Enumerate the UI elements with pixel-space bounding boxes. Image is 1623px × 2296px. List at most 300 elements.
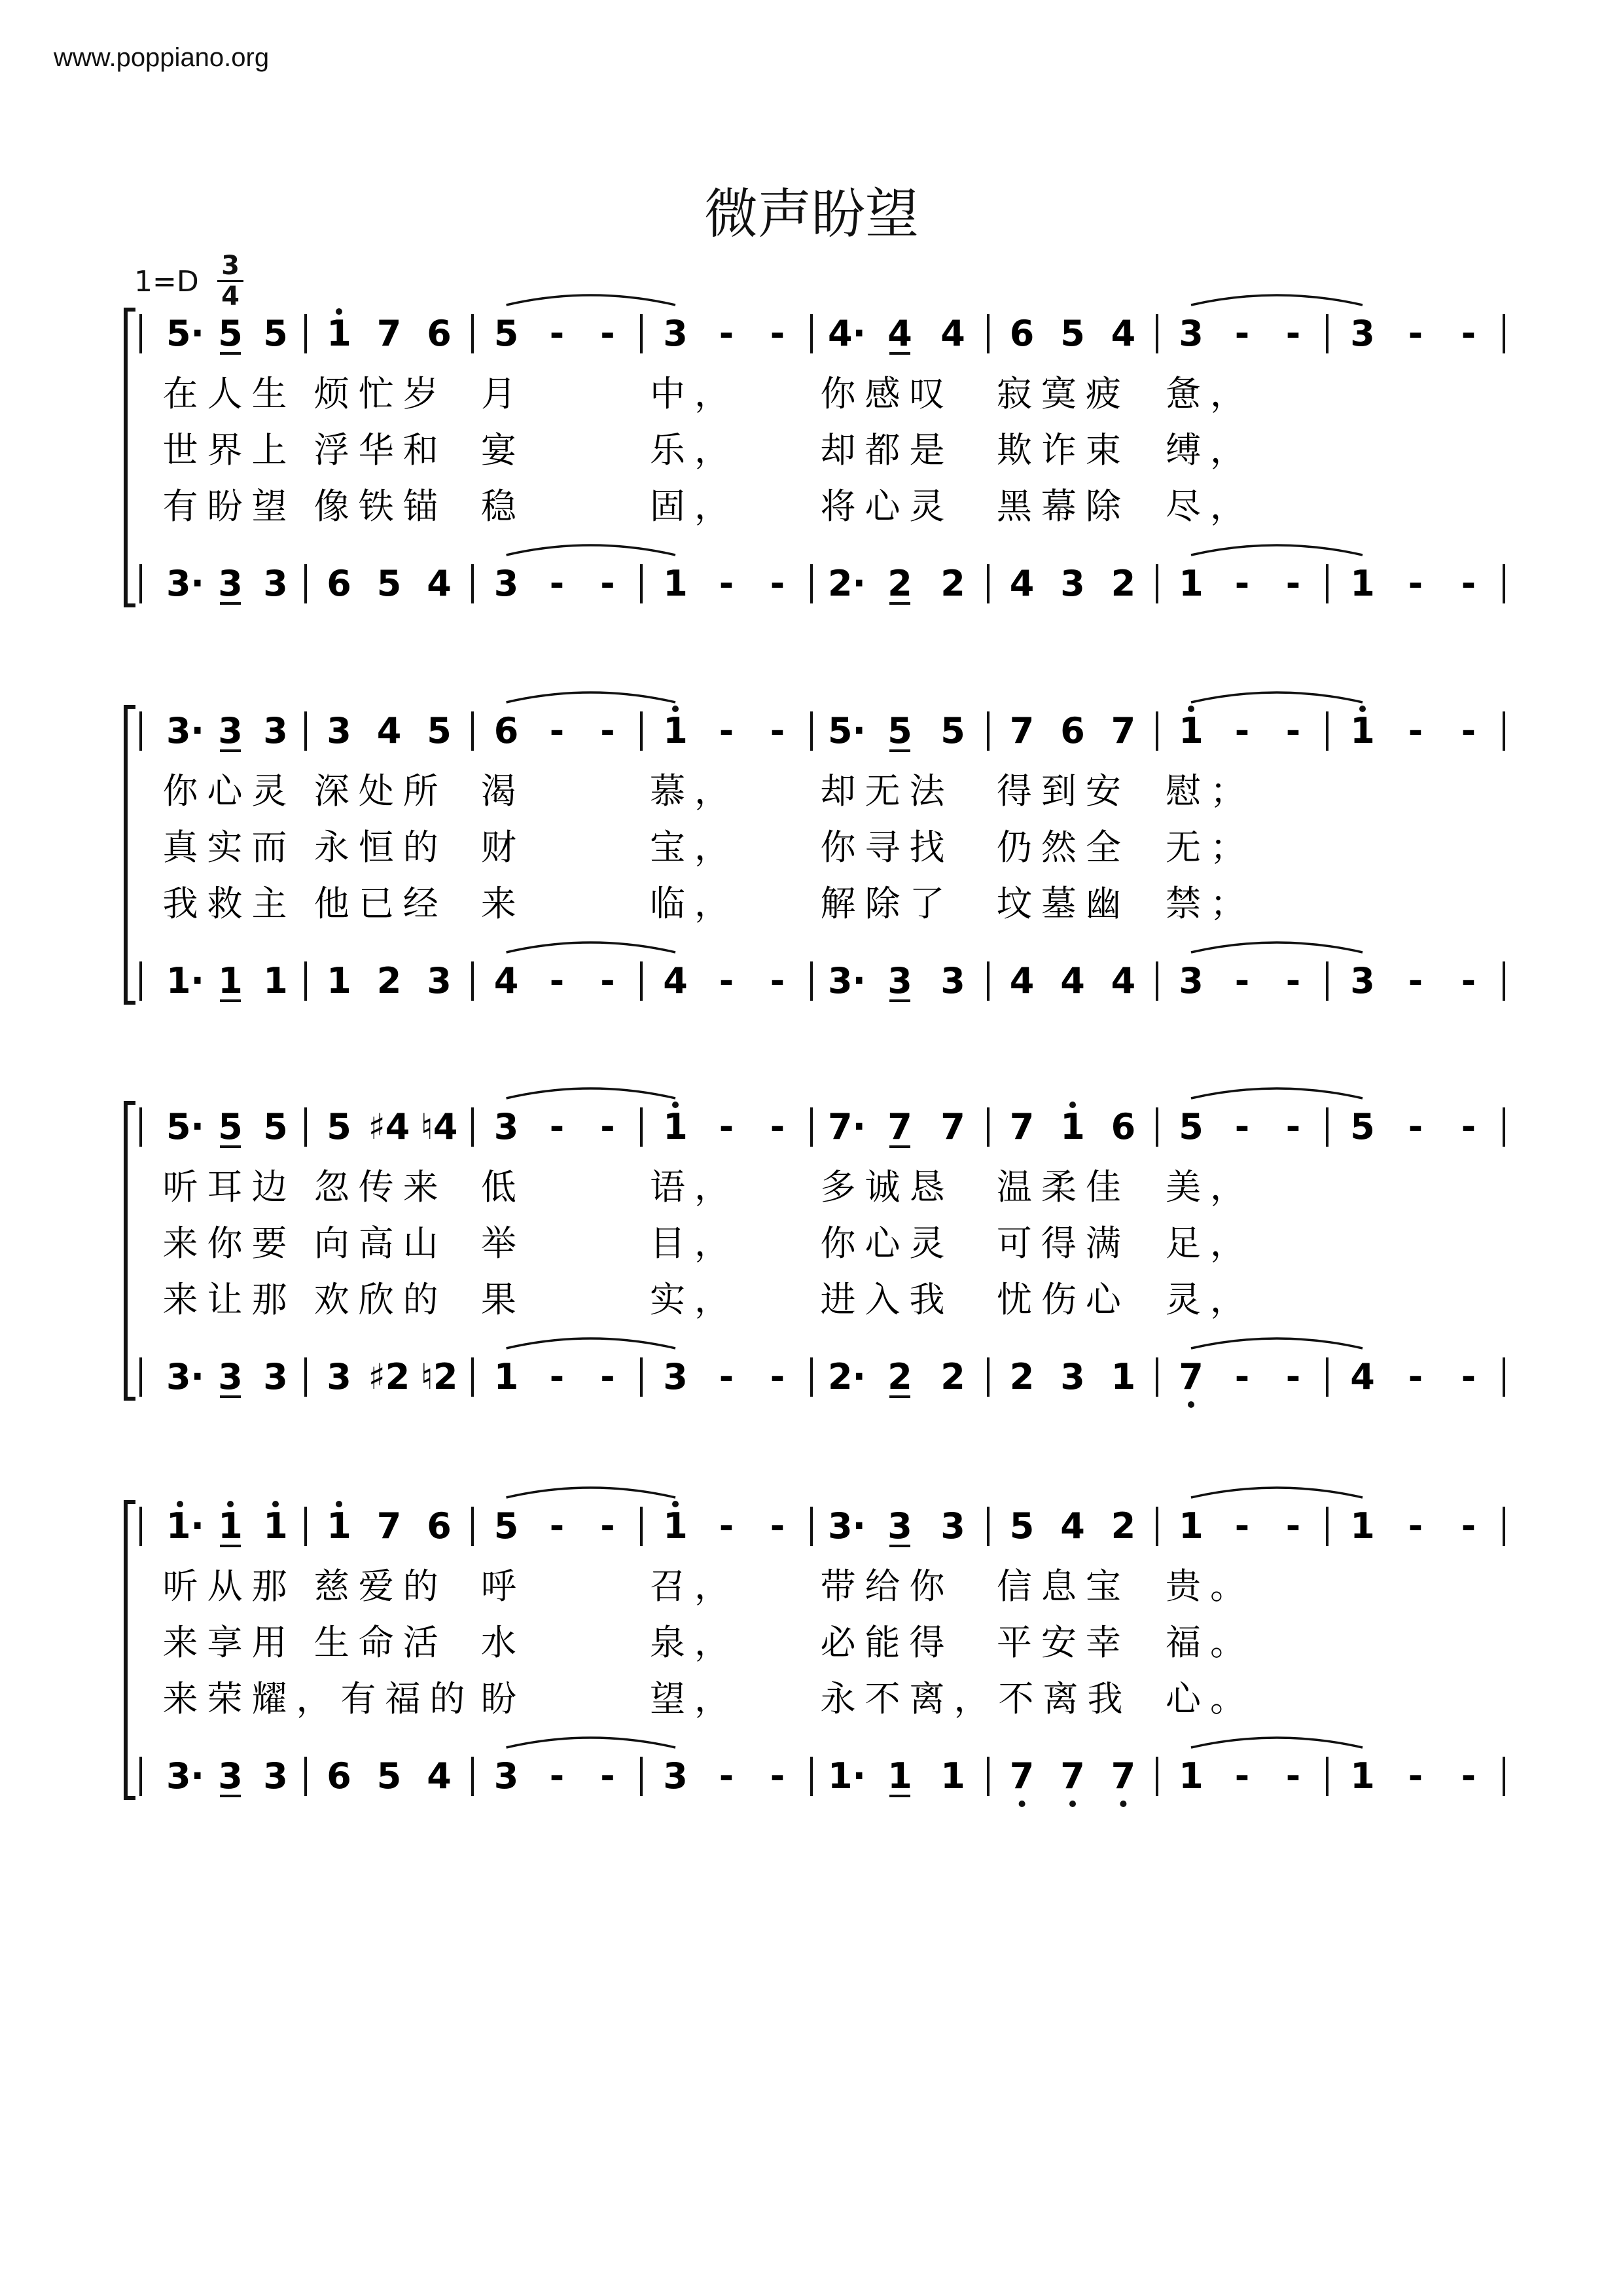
harmony-note: 7: [1060, 1755, 1085, 1797]
lyric-verse-2: 生命活: [313, 1622, 448, 1663]
harmony-note: 5: [376, 1755, 402, 1797]
lyric-verse-3: 像铁锚: [313, 486, 448, 527]
melody-note: 5: [263, 1106, 288, 1147]
lyric-verse-3: 尽，: [1166, 486, 1255, 527]
melody-note: -: [1461, 313, 1476, 354]
lyric-verse-2: 无；: [1166, 827, 1255, 868]
slur: [1191, 545, 1363, 555]
melody-note: -: [549, 710, 565, 751]
melody-note: -: [600, 710, 615, 751]
harmony-note: 3: [263, 1755, 288, 1797]
lyric-verse-2: 缚，: [1166, 429, 1255, 471]
time-signature-top: 3: [221, 251, 240, 281]
melody-note: -: [1285, 710, 1301, 751]
harmony-note: 6: [327, 563, 351, 604]
lyric-verse-2: 宝，: [650, 827, 739, 868]
lyric-verse-2: 你寻找: [820, 827, 954, 868]
melody-note: 5: [493, 1505, 519, 1547]
harmony-note: 4: [427, 1755, 452, 1797]
harmony-note: 2: [887, 563, 912, 604]
harmony-note: -: [1408, 1356, 1423, 1397]
harmony-note: 7: [1111, 1755, 1136, 1797]
lyric-verse-1: 听从那: [162, 1566, 296, 1607]
harmony-note: -: [1285, 1755, 1301, 1797]
lyric-verse-1: 温柔佳: [996, 1166, 1130, 1208]
melody-note: -: [1408, 1106, 1423, 1147]
lyric-verse-1: 听耳边: [162, 1166, 296, 1208]
time-signature-bottom: 4: [217, 280, 243, 311]
lyric-verse-3: 将心灵: [820, 486, 954, 527]
melody-note: 5: [887, 710, 912, 751]
lyric-verse-2: 水: [480, 1622, 526, 1663]
harmony-note: -: [1461, 1356, 1476, 1397]
lyric-verse-1: 中，: [650, 373, 739, 414]
lyric-verse-1: 忽传来: [313, 1166, 448, 1208]
harmony-note: 1: [327, 960, 351, 1001]
harmony-note: -: [1234, 960, 1250, 1001]
harmony-note: 1: [263, 960, 288, 1001]
lyric-verse-2: 仍然全: [996, 827, 1130, 868]
melody-note: 1: [663, 1505, 688, 1547]
harmony-note: 2: [940, 1356, 965, 1397]
melody-note: -: [549, 1505, 565, 1547]
melody-note: -: [600, 313, 615, 354]
melody-note: 3: [1179, 313, 1204, 354]
melody-note: -: [719, 1505, 734, 1547]
harmony-note: -: [549, 563, 565, 604]
lyric-verse-2: 却都是: [820, 429, 954, 471]
melody-note: -: [770, 710, 785, 751]
lyric-verse-2: 永恒的: [313, 827, 448, 868]
melody-note: 5: [1009, 1505, 1035, 1547]
harmony-note: 2: [376, 960, 402, 1001]
melody-note: -: [719, 710, 734, 751]
lyric-verse-3: 望，: [650, 1678, 739, 1719]
lyric-verse-2: 你心灵: [820, 1223, 954, 1264]
system-bracket: [126, 707, 135, 1003]
song-title: 微声盼望: [704, 183, 919, 245]
slur: [1191, 295, 1363, 305]
lyric-verse-1: 寂寞疲: [996, 373, 1130, 414]
harmony-note: 4: [1009, 960, 1035, 1001]
melody-note: -: [1461, 710, 1476, 751]
melody-note: 7: [376, 313, 402, 354]
melody-note: 3: [327, 710, 351, 751]
lyric-verse-1: 渴: [480, 770, 526, 812]
lyric-verse-3: 临，: [650, 883, 739, 924]
harmony-note: -: [1234, 1755, 1250, 1797]
harmony-note: -: [1234, 563, 1250, 604]
lyric-verse-3: 我救主: [162, 883, 296, 924]
harmony-note: 2: [887, 1356, 912, 1397]
melody-note: 5: [1179, 1106, 1204, 1147]
melody-note: -: [1461, 1505, 1476, 1547]
slur: [507, 1738, 675, 1748]
harmony-note: 4: [493, 960, 519, 1001]
melody-note: -: [1234, 710, 1250, 751]
harmony-note: 3: [663, 1356, 688, 1397]
harmony-note: 3: [327, 1356, 351, 1397]
lyric-verse-2: 乐，: [650, 429, 739, 471]
lyric-verse-1: 在人生: [162, 373, 296, 414]
melody-note: -: [770, 1505, 785, 1547]
harmony-note: 3·: [166, 1755, 205, 1797]
harmony-note: 3: [493, 1755, 519, 1797]
melody-note: 1: [1179, 1505, 1204, 1547]
harmony-note: 2: [1111, 563, 1136, 604]
melody-note: -: [1285, 1106, 1301, 1147]
melody-note: 5: [427, 710, 452, 751]
key-signature: 1=D: [134, 265, 199, 298]
lyric-verse-2: 福。: [1166, 1622, 1255, 1663]
melody-note: 5·: [166, 1106, 205, 1147]
harmony-note: -: [1461, 1755, 1476, 1797]
melody-note: -: [1234, 313, 1250, 354]
harmony-note: 3: [1060, 1356, 1085, 1397]
melody-note: 5: [327, 1106, 351, 1147]
melody-note: 1·: [166, 1505, 205, 1547]
lyric-verse-3: 他已经: [313, 883, 448, 924]
melody-note: 4·: [827, 313, 866, 354]
melody-note: -: [549, 1106, 565, 1147]
lyric-verse-1: 语，: [650, 1166, 739, 1208]
melody-note: 5·: [827, 710, 866, 751]
lyric-verse-2: 目，: [650, 1223, 739, 1264]
lyric-verse-1: 呼: [480, 1566, 526, 1607]
slur: [507, 545, 675, 555]
harmony-note: 1: [1179, 563, 1204, 604]
melody-note: 3: [887, 1505, 912, 1547]
slur: [1191, 1088, 1363, 1098]
lyric-verse-3: 忧伤心: [996, 1279, 1130, 1320]
harmony-note: -: [1285, 960, 1301, 1001]
lyric-verse-1: 得到安: [996, 770, 1130, 812]
melody-note: 2: [1111, 1505, 1136, 1547]
melody-note: 1: [663, 1106, 688, 1147]
melody-note: 1: [1060, 1106, 1085, 1147]
harmony-note: -: [1461, 563, 1476, 604]
slur: [507, 1088, 675, 1098]
harmony-note: 3: [218, 1356, 243, 1397]
harmony-note: 3: [218, 1755, 243, 1797]
melody-note: 6: [493, 710, 519, 751]
melody-note: 3: [940, 1505, 965, 1547]
melody-note: -: [770, 1106, 785, 1147]
harmony-note: 1: [887, 1755, 912, 1797]
lyric-verse-2: 向高山: [313, 1223, 448, 1264]
melody-note: ♮4: [420, 1106, 458, 1147]
slur: [1191, 1338, 1363, 1348]
melody-note: 4: [887, 313, 912, 354]
melody-note: 4: [940, 313, 965, 354]
harmony-note: -: [1408, 1755, 1423, 1797]
harmony-note: 3: [887, 960, 912, 1001]
harmony-note: -: [719, 960, 734, 1001]
harmony-note: -: [1285, 1356, 1301, 1397]
lyric-verse-3: 解除了: [820, 883, 954, 924]
lyric-verse-1: 你感叹: [820, 373, 954, 414]
harmony-note: 3: [940, 960, 965, 1001]
lyric-verse-3: 来: [480, 883, 526, 924]
harmony-note: 3: [263, 1356, 288, 1397]
melody-note: 5: [218, 313, 243, 354]
harmony-note: -: [1234, 1356, 1250, 1397]
lyric-verse-3: 来荣耀，有福的: [162, 1678, 474, 1719]
lyric-verse-3: 禁；: [1166, 883, 1255, 924]
harmony-note: -: [600, 960, 615, 1001]
lyric-verse-3: 黑幕除: [996, 486, 1130, 527]
lyric-verse-1: 带给你: [820, 1566, 954, 1607]
harmony-note: 4: [663, 960, 688, 1001]
harmony-note: 1: [493, 1356, 519, 1397]
harmony-note: 4: [1060, 960, 1085, 1001]
harmony-note: ♮2: [420, 1356, 458, 1397]
lyric-verse-3: 心。: [1166, 1678, 1255, 1719]
harmony-note: -: [1408, 563, 1423, 604]
lyric-verse-2: 可得满: [996, 1223, 1130, 1264]
melody-note: 7: [376, 1505, 402, 1547]
harmony-note: 3: [1350, 960, 1375, 1001]
melody-note: -: [1285, 313, 1301, 354]
melody-note: -: [549, 313, 565, 354]
melody-note: -: [1285, 1505, 1301, 1547]
melody-note: 4: [1060, 1505, 1085, 1547]
slur: [1191, 1488, 1363, 1498]
melody-note: 1: [1179, 710, 1204, 751]
lyric-verse-1: 惫，: [1166, 373, 1255, 414]
harmony-note: -: [719, 1356, 734, 1397]
harmony-note: 7: [1179, 1356, 1204, 1397]
melody-note: 7: [1009, 710, 1035, 751]
harmony-note: 1: [1350, 563, 1375, 604]
harmony-note: -: [1408, 960, 1423, 1001]
harmony-note: 3: [427, 960, 452, 1001]
melody-note: 5: [940, 710, 965, 751]
site-url: www.poppiano.org: [54, 43, 270, 72]
lyric-verse-2: 平安幸: [996, 1622, 1130, 1663]
harmony-note: -: [600, 563, 615, 604]
lyric-verse-3: 固，: [650, 486, 739, 527]
harmony-note: -: [549, 960, 565, 1001]
lyric-verse-1: 慰；: [1166, 770, 1255, 812]
harmony-note: 6: [327, 1755, 351, 1797]
harmony-note: 4: [1111, 960, 1136, 1001]
slur: [507, 1338, 675, 1348]
lyric-verse-1: 月: [480, 373, 526, 414]
harmony-note: -: [719, 563, 734, 604]
lyric-verse-3: 灵，: [1166, 1279, 1255, 1320]
harmony-note: 1: [1179, 1755, 1204, 1797]
melody-note: 1: [1350, 710, 1375, 751]
harmony-note: 7: [1009, 1755, 1035, 1797]
harmony-note: 3: [493, 563, 519, 604]
harmony-note: -: [719, 1755, 734, 1797]
harmony-note: 4: [1350, 1356, 1375, 1397]
melody-note: 7: [1009, 1106, 1035, 1147]
harmony-note: -: [600, 1356, 615, 1397]
lyric-verse-3: 来让那: [162, 1279, 296, 1320]
low-octave-dot: [1019, 1801, 1026, 1807]
lyric-verse-1: 深处所: [313, 770, 448, 812]
lyric-verse-2: 真实而: [162, 827, 296, 868]
melody-note: -: [600, 1106, 615, 1147]
lyric-verse-1: 你心灵: [162, 770, 296, 812]
harmony-note: -: [549, 1356, 565, 1397]
lyric-verse-3: 实，: [650, 1279, 739, 1320]
slur: [507, 1488, 675, 1498]
melody-note: -: [1234, 1505, 1250, 1547]
harmony-note: 3: [1060, 563, 1085, 604]
lyric-verse-3: 稳: [480, 486, 526, 527]
lyric-verse-1: 烦忙岁: [313, 373, 448, 414]
melody-note: 5: [1350, 1106, 1375, 1147]
slur: [1191, 692, 1363, 702]
melody-note: 4: [376, 710, 402, 751]
harmony-note: 3: [663, 1755, 688, 1797]
melody-note: 4: [1111, 313, 1136, 354]
melody-note: 6: [1060, 710, 1085, 751]
harmony-note: 1·: [166, 960, 205, 1001]
melody-note: 5·: [166, 313, 205, 354]
melody-note: 6: [427, 313, 452, 354]
melody-note: 3: [218, 710, 243, 751]
harmony-note: -: [770, 563, 785, 604]
harmony-note: -: [1461, 960, 1476, 1001]
harmony-note: 4: [1009, 563, 1035, 604]
melody-note: 1: [327, 313, 351, 354]
lyric-verse-1: 低: [480, 1166, 526, 1208]
harmony-note: 1: [218, 960, 243, 1001]
harmony-note: 4: [427, 563, 452, 604]
melody-note: 3: [493, 1106, 519, 1147]
harmony-note: 3: [218, 563, 243, 604]
lyric-verse-1: 多诚恳: [820, 1166, 954, 1208]
harmony-note: 1·: [827, 1755, 866, 1797]
harmony-note: 1: [663, 563, 688, 604]
melody-note: 3: [1350, 313, 1375, 354]
melody-note: -: [719, 1106, 734, 1147]
lyric-verse-2: 宴: [480, 429, 526, 471]
harmony-note: -: [1285, 563, 1301, 604]
melody-note: -: [1408, 313, 1423, 354]
melody-note: 5: [1060, 313, 1085, 354]
lyric-verse-2: 来你要: [162, 1223, 296, 1264]
harmony-note: 2: [1009, 1356, 1035, 1397]
lyric-verse-2: 浮华和: [313, 429, 448, 471]
lyric-verse-1: 却无法: [820, 770, 954, 812]
slur: [507, 692, 675, 702]
harmony-note: 2·: [827, 563, 866, 604]
melody-note: 6: [1009, 313, 1035, 354]
harmony-note: 3·: [827, 960, 866, 1001]
lyric-verse-2: 足，: [1166, 1223, 1255, 1264]
melody-note: -: [1234, 1106, 1250, 1147]
melody-note: 5: [218, 1106, 243, 1147]
harmony-note: -: [770, 1755, 785, 1797]
slur: [1191, 1738, 1363, 1748]
lyric-verse-1: 召，: [650, 1566, 739, 1607]
slur: [1191, 942, 1363, 952]
system-bracket: [126, 1103, 135, 1399]
melody-note: 7: [887, 1106, 912, 1147]
lyric-verse-3: 欢欣的: [313, 1279, 448, 1320]
lyric-verse-2: 泉，: [650, 1622, 739, 1663]
low-octave-dot: [1120, 1801, 1126, 1807]
system-bracket: [126, 310, 135, 605]
lyric-verse-2: 财: [480, 827, 526, 868]
melody-note: -: [1408, 1505, 1423, 1547]
melody-note: 5: [263, 313, 288, 354]
melody-note: 6: [427, 1505, 452, 1547]
melody-note: 3: [263, 710, 288, 751]
lyric-verse-3: 坟墓幽: [996, 883, 1130, 924]
lyric-verse-2: 来享用: [162, 1622, 296, 1663]
lyric-verse-1: 信息宝: [996, 1566, 1130, 1607]
harmony-note: 2: [940, 563, 965, 604]
melody-note: -: [1461, 1106, 1476, 1147]
lyric-verse-2: 世界上: [162, 429, 296, 471]
lyric-verse-1: 慈爱的: [313, 1566, 448, 1607]
lyric-verse-1: 慕，: [650, 770, 739, 812]
lyric-verse-1: 美，: [1166, 1166, 1255, 1208]
harmony-note: 1: [1350, 1755, 1375, 1797]
low-octave-dot: [1069, 1801, 1076, 1807]
lyric-verse-2: 欺诈束: [996, 429, 1130, 471]
system-bracket: [126, 1502, 135, 1798]
melody-note: 1: [263, 1505, 288, 1547]
melody-note: 1: [327, 1505, 351, 1547]
melody-note: -: [600, 1505, 615, 1547]
melody-note: 6: [1111, 1106, 1136, 1147]
melody-note: 1: [218, 1505, 243, 1547]
lyric-verse-1: 贵。: [1166, 1566, 1255, 1607]
melody-note: -: [770, 313, 785, 354]
low-octave-dot: [1188, 1401, 1194, 1408]
harmony-note: 2·: [827, 1356, 866, 1397]
melody-note: 1: [1350, 1505, 1375, 1547]
lyric-verse-2: 必能得: [820, 1622, 954, 1663]
harmony-note: 1: [1111, 1356, 1136, 1397]
harmony-note: 3·: [166, 563, 205, 604]
melody-note: 7: [1111, 710, 1136, 751]
melody-note: -: [1408, 710, 1423, 751]
harmony-note: -: [770, 1356, 785, 1397]
melody-note: 7: [940, 1106, 965, 1147]
harmony-note: -: [770, 960, 785, 1001]
melody-note: 3: [663, 313, 688, 354]
melody-note: -: [719, 313, 734, 354]
slur: [507, 942, 675, 952]
harmony-note: -: [600, 1755, 615, 1797]
harmony-note: 3: [1179, 960, 1204, 1001]
melody-note: 7·: [827, 1106, 866, 1147]
lyric-verse-3: 果: [480, 1279, 526, 1320]
harmony-note: 3·: [166, 1356, 205, 1397]
lyric-verse-3: 有盼望: [162, 486, 296, 527]
lyric-verse-3: 进入我: [820, 1279, 954, 1320]
harmony-note: 1: [940, 1755, 965, 1797]
lyric-verse-3: 盼: [480, 1678, 526, 1719]
harmony-note: -: [549, 1755, 565, 1797]
melody-note: 1: [663, 710, 688, 751]
slur: [507, 295, 675, 305]
lyric-verse-3: 永不离，不离我: [820, 1678, 1132, 1719]
harmony-note: 3: [263, 563, 288, 604]
melody-note: ♯4: [368, 1106, 410, 1147]
melody-note: 5: [493, 313, 519, 354]
melody-note: 3·: [166, 710, 205, 751]
harmony-note: 5: [376, 563, 402, 604]
